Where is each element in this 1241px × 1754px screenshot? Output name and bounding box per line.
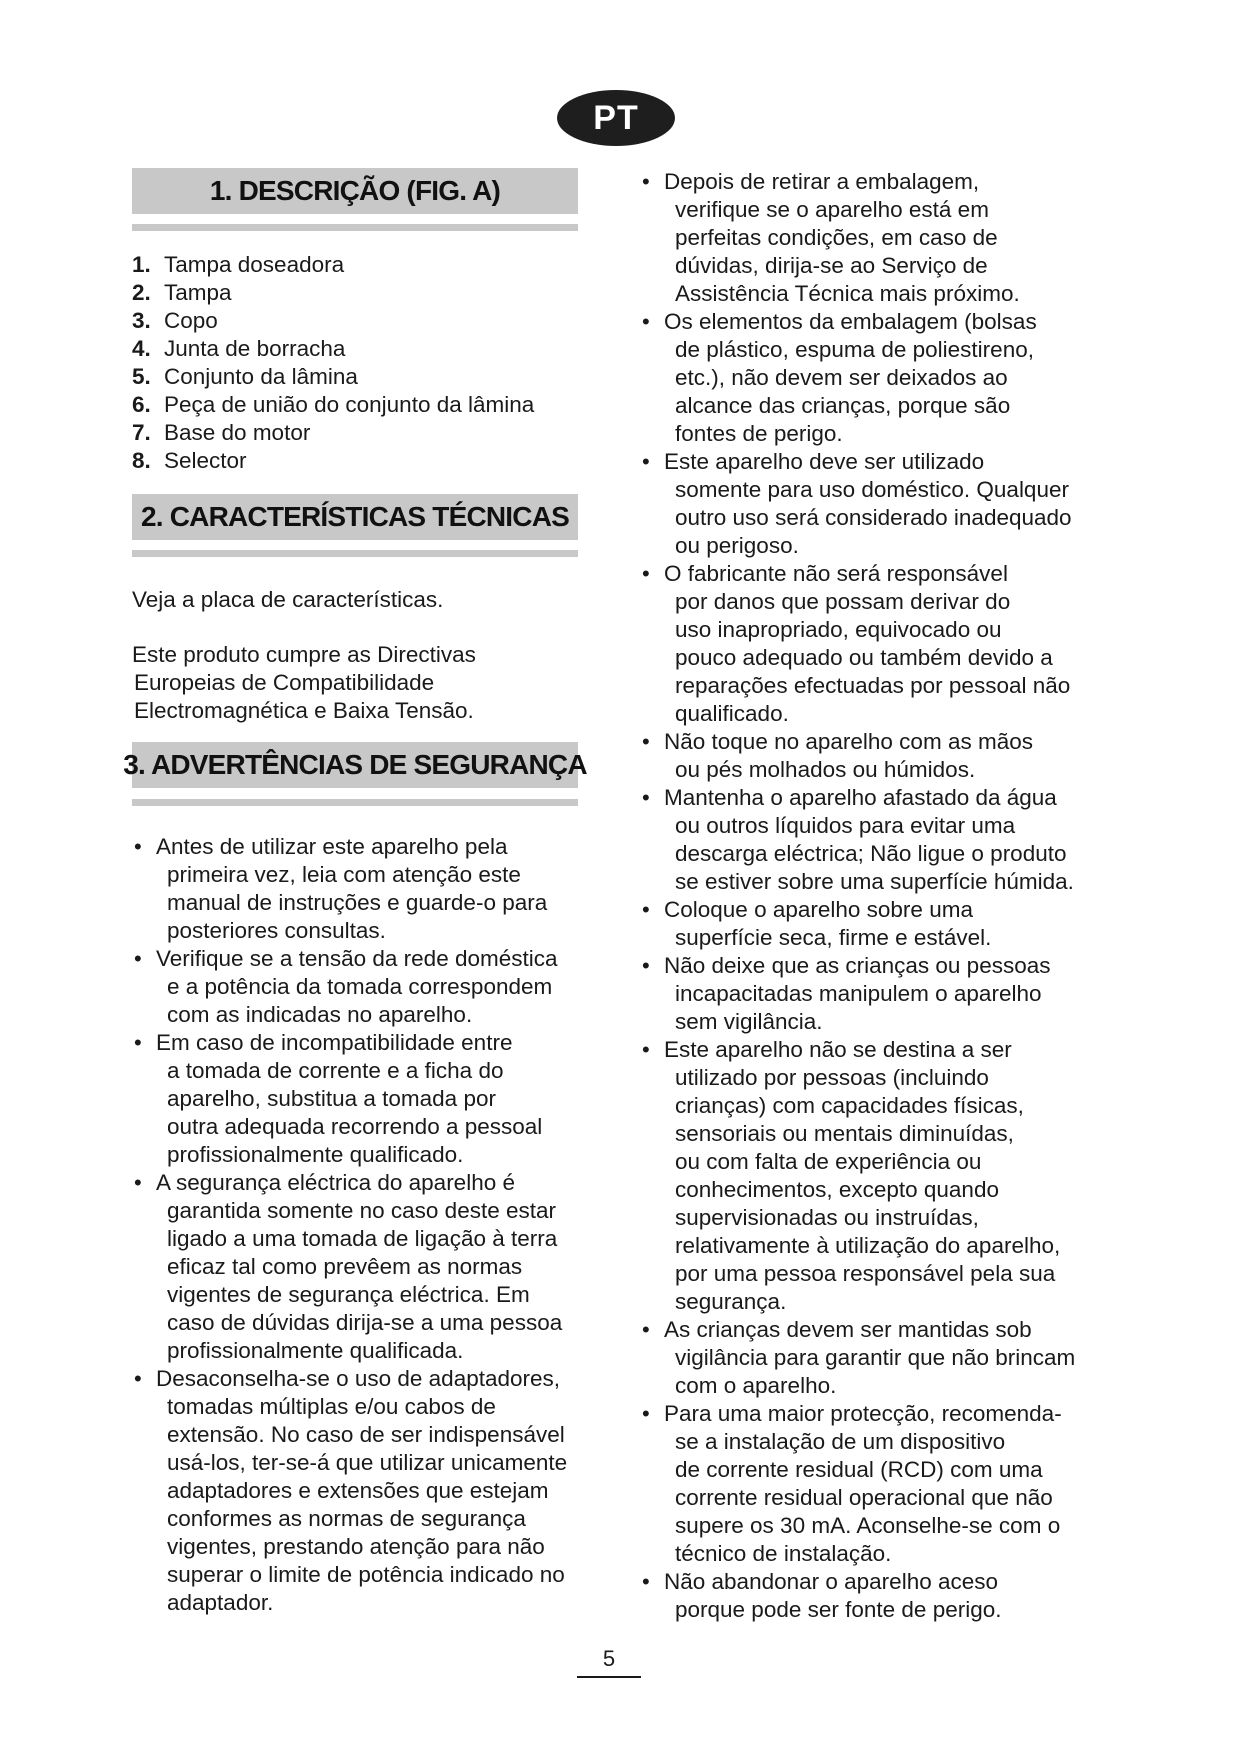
warning-line: usá-los, ter-se-á que utilizar unicamente (167, 1450, 568, 1475)
warning-text (664, 168, 1075, 308)
bullet-icon: • (134, 1366, 142, 1391)
warning-item (640, 896, 1075, 952)
list-item (132, 447, 534, 475)
warning-line: somente para uso doméstico. Qualquer (675, 477, 1069, 502)
bullet-icon: • (134, 1030, 142, 1055)
warning-line: Para uma maior protecção, recomenda- (664, 1401, 1062, 1426)
warning-item (640, 1568, 1075, 1624)
warning-item (132, 1029, 567, 1169)
warning-line: se estiver sobre uma superfície húmida. (675, 869, 1074, 894)
warning-item (640, 1316, 1075, 1400)
section-heading-technical: 2. CARACTERÍSTICAS TÉCNICAS (132, 494, 578, 540)
warning-line: As crianças devem ser mantidas sob (664, 1317, 1032, 1342)
warning-line: e a potência da tomada correspondem (167, 974, 553, 999)
warning-line: Este aparelho deve ser utilizado (664, 449, 985, 474)
warning-item (640, 1400, 1075, 1568)
warning-line: primeira vez, leia com atenção este (167, 862, 521, 887)
warning-line: perfeitas condições, em caso de (675, 225, 998, 250)
warning-line: Mantenha o aparelho afastado da água (664, 785, 1057, 810)
warning-line: ou perigoso. (675, 533, 799, 558)
warning-line: de corrente residual (RCD) com uma (675, 1457, 1043, 1482)
warning-text (664, 896, 1075, 952)
item-label: Copo (164, 308, 218, 333)
page-number: 5 (602, 1646, 616, 1671)
warning-text (156, 945, 567, 1029)
warning-line: superar o limite de potência indicado no (167, 1562, 565, 1587)
warning-line: se a instalação de um dispositivo (675, 1429, 1006, 1454)
rating-plate-note: Veja a placa de características. (132, 587, 444, 612)
warning-line: Coloque o aparelho sobre uma (664, 897, 973, 922)
warning-text (664, 560, 1075, 728)
warning-line: Assistência Técnica mais próximo. (675, 281, 1020, 306)
warning-line: Em caso de incompatibilidade entre (156, 1030, 513, 1055)
item-number: 4. (132, 336, 151, 361)
item-number: 1. (132, 252, 151, 277)
warning-item (640, 308, 1075, 448)
warning-item (132, 945, 567, 1029)
warning-line: dúvidas, dirija-se ao Serviço de (675, 253, 988, 278)
item-number: 5. (132, 364, 151, 389)
warning-line: outra adequada recorrendo a pessoal (167, 1114, 543, 1139)
safety-warnings-right (640, 168, 1075, 1624)
warning-line: utilizado por pessoas (incluindo (675, 1065, 989, 1090)
warning-line: adaptadores e extensões que estejam (167, 1478, 549, 1503)
list-item (132, 335, 534, 363)
warning-item (132, 1169, 567, 1365)
warning-text (156, 1169, 567, 1365)
warning-line: garantida somente no caso deste estar (167, 1198, 556, 1223)
warning-line: uso inapropriado, equivocado ou (675, 617, 1002, 642)
warning-line: Depois de retirar a embalagem, (664, 169, 980, 194)
section-rule (132, 799, 578, 806)
compliance-line: Este produto cumpre as Directivas (132, 642, 476, 667)
parts-list (132, 251, 534, 475)
warning-line: supere os 30 mA. Aconselhe-se com o (675, 1513, 1061, 1538)
bullet-icon: • (642, 169, 650, 194)
warning-line: caso de dúvidas dirija-se a uma pessoa (167, 1310, 563, 1335)
warning-line: segurança. (675, 1289, 787, 1314)
compliance-note (132, 641, 476, 725)
warning-text (156, 833, 567, 945)
bullet-icon: • (642, 1317, 650, 1342)
warning-line: corrente residual operacional que não (675, 1485, 1053, 1510)
warning-line: ou com falta de experiência ou (675, 1149, 982, 1174)
bullet-icon: • (642, 897, 650, 922)
warning-text (664, 1036, 1075, 1316)
warning-item (640, 952, 1075, 1036)
bullet-icon: • (642, 729, 650, 754)
warning-line: reparações efectuadas por pessoal não (675, 673, 1071, 698)
section-heading-safety: 3. ADVERTÊNCIAS DE SEGURANÇA (132, 742, 578, 788)
warning-line: profissionalmente qualificado. (167, 1142, 464, 1167)
warning-text (664, 728, 1075, 784)
warning-item (640, 784, 1075, 896)
warning-line: pouco adequado ou também devido a (675, 645, 1053, 670)
warning-line: Verifique se a tensão da rede doméstica (156, 946, 558, 971)
list-item (132, 307, 534, 335)
item-number: 2. (132, 280, 151, 305)
item-label: Selector (164, 448, 247, 473)
warning-item (640, 728, 1075, 784)
list-item (132, 251, 534, 279)
bullet-icon: • (642, 953, 650, 978)
warning-text (664, 308, 1075, 448)
warning-text (664, 448, 1075, 560)
warning-line: técnico de instalação. (675, 1541, 892, 1566)
item-label: Junta de borracha (164, 336, 346, 361)
warning-line: relativamente à utilização do aparelho, (675, 1233, 1061, 1258)
warning-line: vigentes de segurança eléctrica. Em (167, 1282, 530, 1307)
warning-text (664, 784, 1075, 896)
warning-text (156, 1029, 567, 1169)
language-badge: PT (557, 90, 675, 146)
section-rule (132, 550, 578, 557)
warning-line: outro uso será considerado inadequado (675, 505, 1072, 530)
warning-line: a tomada de corrente e a ficha do (167, 1058, 504, 1083)
bullet-icon: • (642, 309, 650, 334)
warning-text (664, 1400, 1075, 1568)
warning-item (132, 1365, 567, 1617)
warning-line: conhecimentos, excepto quando (675, 1177, 999, 1202)
warning-line: superfície seca, firme e estável. (675, 925, 992, 950)
bullet-icon: • (642, 1037, 650, 1062)
warning-line: crianças) com capacidades físicas, (675, 1093, 1024, 1118)
warning-line: Não deixe que as crianças ou pessoas (664, 953, 1051, 978)
item-number: 6. (132, 392, 151, 417)
warning-line: etc.), não devem ser deixados ao (675, 365, 1008, 390)
item-label: Tampa doseadora (164, 252, 345, 277)
warning-line: A segurança eléctrica do aparelho é (156, 1170, 515, 1195)
warning-line: eficaz tal como prevêem as normas (167, 1254, 523, 1279)
warning-text (664, 952, 1075, 1036)
warning-line: Desaconselha-se o uso de adaptadores, (156, 1366, 561, 1391)
list-item (132, 363, 534, 391)
warning-line: Este aparelho não se destina a ser (664, 1037, 1012, 1062)
list-item (132, 279, 534, 307)
warning-line: qualificado. (675, 701, 789, 726)
item-label: Base do motor (164, 420, 311, 445)
warning-text (156, 1365, 567, 1617)
warning-item (640, 1036, 1075, 1316)
list-item (132, 419, 534, 447)
warning-line: com o aparelho. (675, 1373, 837, 1398)
warning-line: descarga eléctrica; Não ligue o produto (675, 841, 1067, 866)
warning-line: O fabricante não será responsável (664, 561, 1008, 586)
warning-line: fontes de perigo. (675, 421, 843, 446)
item-number: 3. (132, 308, 151, 333)
warning-line: Não abandonar o aparelho aceso (664, 1569, 999, 1594)
item-label: Peça de união do conjunto da lâmina (164, 392, 535, 417)
compliance-line: Europeias de Compatibilidade (134, 670, 435, 695)
warning-line: incapacitadas manipulem o aparelho (675, 981, 1042, 1006)
warning-line: aparelho, substitua a tomada por (167, 1086, 496, 1111)
warning-line: ou outros líquidos para evitar uma (675, 813, 1016, 838)
warning-line: vigilância para garantir que não brincam (675, 1345, 1076, 1370)
warning-line: de plástico, espuma de poliestireno, (675, 337, 1034, 362)
bullet-icon: • (642, 561, 650, 586)
warning-line: Antes de utilizar este aparelho pela (156, 834, 508, 859)
warning-text (664, 1568, 1075, 1624)
safety-warnings-left (132, 833, 567, 1617)
warning-item (640, 560, 1075, 728)
warning-line: extensão. No caso de ser indispensável (167, 1422, 565, 1447)
bullet-icon: • (642, 1569, 650, 1594)
item-label: Tampa (164, 280, 232, 305)
list-item (132, 391, 534, 419)
item-number: 7. (132, 420, 151, 445)
warning-line: sensoriais ou mentais diminuídas, (675, 1121, 1014, 1146)
item-label: Conjunto da lâmina (164, 364, 358, 389)
warning-line: alcance das crianças, porque são (675, 393, 1011, 418)
warning-line: com as indicadas no aparelho. (167, 1002, 473, 1027)
warning-line: verifique se o aparelho está em (675, 197, 989, 222)
warning-item (640, 168, 1075, 308)
warning-line: vigentes, prestando atenção para não (167, 1534, 545, 1559)
section-rule (132, 224, 578, 231)
warning-line: manual de instruções e guarde-o para (167, 890, 548, 915)
bullet-icon: • (134, 946, 142, 971)
warning-line: ligado a uma tomada de ligação à terra (167, 1226, 558, 1251)
bullet-icon: • (134, 834, 142, 859)
page-number-underline (577, 1676, 641, 1678)
bullet-icon: • (134, 1170, 142, 1195)
warning-line: conformes as normas de segurança (167, 1506, 526, 1531)
warning-line: sem vigilância. (675, 1009, 823, 1034)
section-heading-description: 1. DESCRIÇÃO (FIG. A) (132, 168, 578, 214)
compliance-line: Electromagnética e Baixa Tensão. (134, 698, 474, 723)
warning-line: adaptador. (167, 1590, 274, 1615)
warning-text (664, 1316, 1075, 1400)
warning-line: Os elementos da embalagem (bolsas (664, 309, 1037, 334)
warning-item (132, 833, 567, 945)
warning-item (640, 448, 1075, 560)
warning-line: porque pode ser fonte de perigo. (675, 1597, 1002, 1622)
warning-line: por danos que possam derivar do (675, 589, 1011, 614)
warning-line: posteriores consultas. (167, 918, 386, 943)
bullet-icon: • (642, 785, 650, 810)
bullet-icon: • (642, 449, 650, 474)
warning-line: profissionalmente qualificada. (167, 1338, 464, 1363)
warning-line: ou pés molhados ou húmidos. (675, 757, 976, 782)
warning-line: por uma pessoa responsável pela sua (675, 1261, 1056, 1286)
warning-line: Não toque no aparelho com as mãos (664, 729, 1033, 754)
bullet-icon: • (642, 1401, 650, 1426)
item-number: 8. (132, 448, 151, 473)
warning-line: supervisionadas ou instruídas, (675, 1205, 979, 1230)
warning-line: tomadas múltiplas e/ou cabos de (167, 1394, 496, 1419)
